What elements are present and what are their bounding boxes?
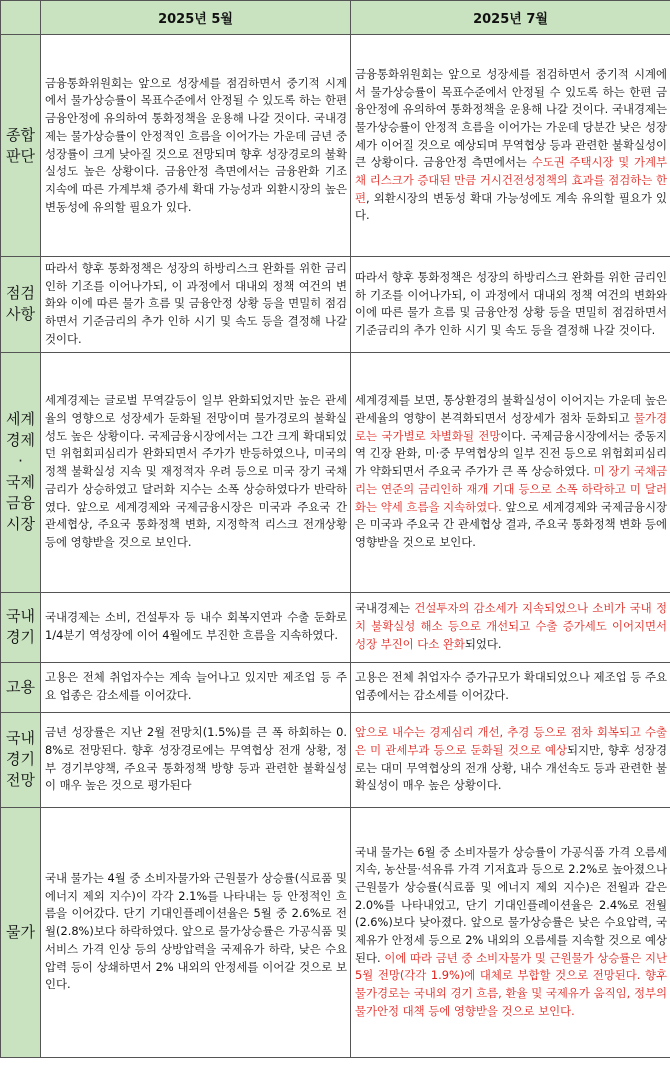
changed-text: 미 장기 국채금리는 연준의 금리인하 재개 기대 등으로 소폭 하락하고 미 달러화는 약세 흐름을 지속하였다. (355, 464, 667, 514)
header-corner (1, 1, 41, 35)
cell-may-2025 (41, 662, 351, 712)
cell-jul-2025 (351, 807, 670, 1057)
body-text: 금년 성장률은 지난 2월 전망치(1.5%)를 큰 폭 하회하는 0.8%로 전망된다. 향후 성장경로에는 무역협상 전개 상황, 정부 경기부양책, 주요국 통화정책 방향 등과 관련한 불확실성이 매우 높은 것으로 평가된다 (45, 725, 347, 793)
body-text: 세계경제를 보면, 통상환경의 불확실성이 이어지는 가운데 높은 관세율의 영향이 본격화되면서 성장세가 점차 둔화되고 (355, 393, 667, 426)
body-text: 따라서 향후 통화정책은 성장의 하방리스크 완화를 위한 금리인하 기조를 이어나가되, 이 과정에서 대내외 정책 여건의 변화와 이에 따른 물가 흐름 및 금융안정 상황 등을 면밀히 점검하면서 기준금리의 추가 인하 시기 및 속도 등을 결정해 나갈 것이다. (355, 269, 667, 337)
header-may-2025: 2025년 5월 (41, 1, 351, 35)
body-text: 국내경제는 (355, 601, 415, 616)
cell-may-2025 (41, 712, 351, 807)
table-row (1, 592, 670, 662)
table-row (1, 352, 670, 592)
row-category: 국내 경기 전망 (1, 712, 41, 807)
body-text: 앞으로 세계경제와 국제금융시장은 미국과 주요국 간 관세협상 결과, 주요국 통화정책 변화 등에 영향받을 것으로 보인다. (355, 499, 667, 549)
row-category: 점검 사항 (1, 257, 41, 353)
table-row (1, 807, 670, 1057)
row-category: 국내 경기 (1, 592, 41, 662)
changed-text: 건설투자의 감소세가 지속되었으나 소비가 국내 정치 불확실성 해소 등으로 개선되고 수출 증가세도 이어지면서 성장 부진이 다소 완화 (355, 601, 667, 651)
body-text: 고용은 전체 취업자수는 계속 늘어나고 있지만 제조업 등 주요 업종은 감소세를 이어갔다. (45, 670, 347, 703)
changed-text: 수도권 주택시장 및 가계부채 리스크가 증대된 만큼 거시건전성정책의 효과를 점검하는 한편 (355, 155, 667, 205)
body-text: 국내 물가는 6월 중 소비자물가 상승률이 가공식품 가격 오름세 지속, 농산물·석유류 가격 기저효과 등으로 2.2%로 높아졌으나 근원물가 상승률(식료품 및 에너지 제외 지수)은 전월과 같은 2.0%를 나타내었고, 단기 기대인플레이션율은 2.4%로 전월(2.6%)보다 낮아졌다. 앞으로 물가상승률은 낮은 수요압력, 국제유가 안정세 등으로 2% 내외의 오름세를 지속할 것으로 예상된다. (355, 844, 667, 965)
cell-jul-2025 (351, 662, 670, 712)
cell-jul-2025 (351, 257, 670, 353)
body-text: 금융통화위원회는 앞으로 성장세를 점검하면서 중기적 시계에서 물가상승률이 목표수준에서 안정될 수 있도록 하는 한편 금융안정에 유의하여 통화정책을 운용해 나갈 것이다. 국내경제는 물가상승률이 안정적 흐름을 이어가는 가운데 당분간 낮은 성장세가 이어질 것으로 예상되며 무역협상 등과 관련한 불확실성이 큰 상황이다. 금융안정 측면에서는 (355, 66, 667, 170)
header-jul-2025: 2025년 7월 (351, 1, 670, 35)
table-row (1, 257, 670, 353)
row-category: 고용 (1, 662, 41, 712)
header-row (1, 1, 670, 35)
body-text: 국내경제는 소비, 건설투자 등 내수 회복지연과 수출 둔화로 1/4분기 역성장에 이어 4월에도 부진한 흐름을 지속하였다. (45, 610, 347, 643)
cell-may-2025 (41, 592, 351, 662)
cell-may-2025 (41, 352, 351, 592)
table-row (1, 35, 670, 257)
cell-jul-2025 (351, 352, 670, 592)
body-text: 세계경제는 글로벌 무역갈등이 일부 완화되었지만 높은 관세율의 영향으로 성장세가 둔화될 전망이며 물가경로의 불확실성도 높은 상황이다. 국제금융시장에서는 그간 크게 확대되었던 위험회피심리가 완화되면서 주가가 반등하였으나, 미국의 정책 불확실성 지속 및 재정적자 우려 등으로 미국 장기 국채금리가 상승하였고 달러화 지수는 소폭 상승하였다가 반락하였다. 앞으로 세계경제와 국제금융시장은 미국과 주요국 간 관세협상, 주요국 통화정책 변화, 지정학적 리스크 전개상황 등에 영향받을 것으로 보인다. (45, 393, 347, 549)
row-category: 종합 판단 (1, 35, 41, 257)
changed-text: 앞으로 내수는 경제심리 개선, 추경 등으로 점차 회복되고 수출은 미 관세부과 등으로 둔화될 것으로 예상 (355, 725, 667, 757)
body-text: 고용은 전체 취업자수 증가규모가 확대되었으나 제조업 등 주요 업종에서는 감소세를 이어갔다. (355, 670, 667, 703)
body-text: 이다. 국제금융시장에서는 중동지역 긴장 완화, 미·중 무역협상의 일부 진전 등으로 위험회피심리가 약화되면서 주요국 주가가 큰 폭 상승하였다. (355, 428, 667, 479)
cell-jul-2025 (351, 592, 670, 662)
cell-jul-2025 (351, 35, 670, 257)
body-text: , 외환시장의 변동성 확대 가능성에도 계속 유의할 필요가 있다. (355, 190, 667, 223)
cell-jul-2025 (351, 712, 670, 807)
row-category: 세계 경제 · 국제 금융 시장 (1, 352, 41, 592)
table-row (1, 662, 670, 712)
table-row (1, 712, 670, 807)
body-text: 되지만, 향후 성장경로는 대미 무역협상의 전개 상황, 내수 개선속도 등과 관련한 불확실성이 매우 높은 상황이다. (355, 742, 667, 793)
body-text: 금융통화위원회는 앞으로 성장세를 점검하면서 중기적 시계에서 물가상승률이 목표수준에서 안정될 수 있도록 하는 한편 금융안정에 유의하여 통화정책을 운용해 나갈 것이다. 국내경제는 물가상승률이 안정적인 흐름을 이어가는 가운데 금년 중 성장률이 크게 낮아질 것으로 전망되며 향후 성장경로의 불확실성도 높은 상황이다. 금융안정 측면에서는 금융완화 기조 지속에 따른 가계부채 증가세 확대 가능성과 외환시장의 높은 변동성에 유의할 필요가 있다. (45, 75, 347, 214)
row-category: 물가 (1, 807, 41, 1057)
body-text: 국내 물가는 4월 중 소비자물가와 근원물가 상승률(식료품 및 에너지 제외 지수)이 각각 2.1%를 나타내는 등 안정적인 흐름을 이어갔다. 단기 기대인플레이션율은 5월 중 2.6%로 전월(2.8%)보다 하락하였다. 앞으로 물가상승률은 가공식품 및 서비스 가격 인상 등의 상방압력을 국제유가 하락, 낮은 수요압력 등이 상쇄하면서 2% 내외의 안정세를 이어갈 것으로 보인다. (45, 871, 347, 992)
changed-text: 이에 따라 금년 중 소비자물가 및 근원물가 상승률은 지난 5월 전망(각각 1.9%)에 대체로 부합할 것으로 전망된다. 향후 물가경로는 국내외 경기 흐름, 환율 및 국제유가 움직임, 정부의 물가안정 대책 등에 영향받을 것으로 보인다. (355, 950, 667, 1018)
body-text: 따라서 향후 통화정책은 성장의 하방리스크 완화를 위한 금리인하 기조를 이어나가되, 이 과정에서 대내외 정책 여건의 변화와 이에 따른 물가 흐름 및 금융안정 상황 등을 면밀히 점검하면서 기준금리의 추가 인하 시기 및 속도 등을 결정해 나갈 것이다. (45, 261, 347, 346)
body-text: 되었다. (464, 636, 502, 651)
cell-may-2025 (41, 35, 351, 257)
cell-may-2025 (41, 807, 351, 1057)
changed-text: 물가경로는 국가별로 차별화될 전망 (355, 411, 667, 443)
cell-may-2025 (41, 257, 351, 353)
